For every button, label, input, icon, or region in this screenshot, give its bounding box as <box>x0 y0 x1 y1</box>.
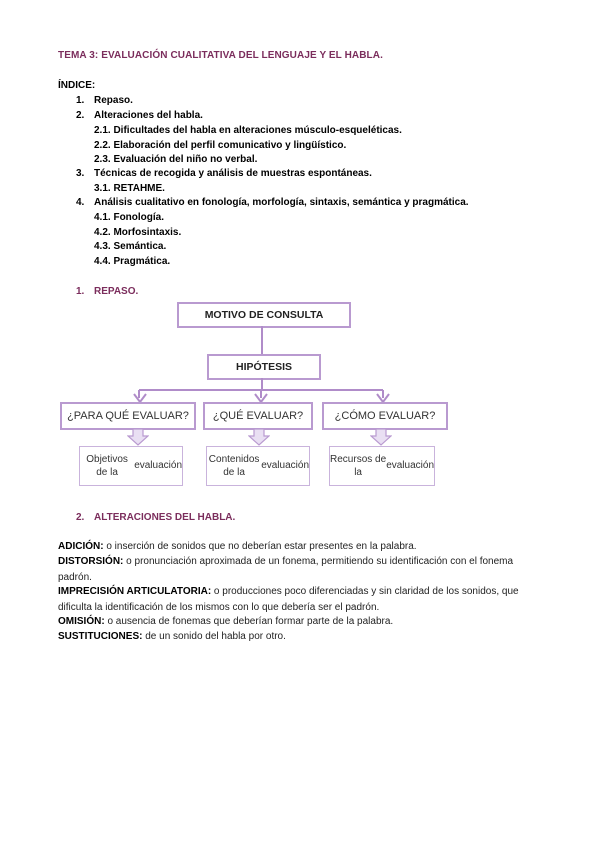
index-subitem: 4.2. Morfosintaxis. <box>94 227 182 238</box>
connector-line <box>261 326 263 354</box>
index-item: 1. Repaso. <box>76 95 133 106</box>
definition-imprecision: IMPRECISIÓN ARTICULATORIA: o producciones poco diferenciadas y sin claridad de los sonidos, que dificulta la identificación de los mismos con lo que debería ser el padrón. <box>58 586 519 613</box>
index-subitem: 2.3. Evaluación del niño no verbal. <box>94 154 258 165</box>
document-title: TEMA 3: EVALUACIÓN CUALITATIVA DEL LENGUAJE Y EL HABLA. <box>58 50 383 61</box>
block-arrow-icon <box>370 428 392 446</box>
index-subitem: 4.4. Pragmática. <box>94 256 171 267</box>
index-subitem: 4.1. Fonología. <box>94 212 165 223</box>
definition-sustituciones: SUSTITUCIONES: de un sonido del habla por otro. <box>58 631 286 642</box>
diagram-box-motivo: MOTIVO DE CONSULTA <box>177 302 351 328</box>
block-arrow-icon <box>248 428 270 446</box>
index-subitem: 4.3. Semántica. <box>94 241 167 252</box>
question-box-para-que: ¿PARA QUÉ EVALUAR? <box>60 402 196 430</box>
index-item: 3. Técnicas de recogida y análisis de muestras espontáneas. <box>76 168 372 179</box>
diagram-box-hipotesis: HIPÓTESIS <box>207 354 321 380</box>
definition-distorsion: DISTORSIÓN: o pronunciación aproximada de un fonema, permitiendo su identificación con el fonema padrón. <box>58 556 514 583</box>
question-box-como: ¿CÓMO EVALUAR? <box>322 402 448 430</box>
index-subitem: 3.1. RETAHME. <box>94 183 165 194</box>
index-subitem: 2.1. Dificultades del habla en alteraciones músculo-esqueléticas. <box>94 125 402 136</box>
index-subitem: 2.2. Elaboración del perfil comunicativo y lingüístico. <box>94 140 347 151</box>
index-heading: ÍNDICE: <box>58 80 96 91</box>
definition-omision: OMISIÓN: o ausencia de fonemas que deberían formar parte de la palabra. <box>58 616 394 627</box>
index-item: 4. Análisis cualitativo en fonología, morfología, sintaxis, semántica y pragmática. <box>76 197 469 208</box>
result-box-recursos: Recursos de la evaluación <box>329 446 435 486</box>
section-heading-alteraciones: 2. ALTERACIONES DEL HABLA. <box>76 512 236 523</box>
result-box-objetivos: Objetivos de la evaluación <box>79 446 183 486</box>
block-arrow-icon <box>127 428 149 446</box>
question-box-que: ¿QUÉ EVALUAR? <box>203 402 313 430</box>
section-heading-repaso: 1. REPASO. <box>76 286 139 297</box>
result-box-contenidos: Contenidos de la evaluación <box>206 446 310 486</box>
definition-adicion: ADICIÓN: o inserción de sonidos que no deberían estar presentes en la palabra. <box>58 541 417 552</box>
index-item: 2. Alteraciones del habla. <box>76 110 203 121</box>
evaluation-flow-diagram <box>60 300 460 490</box>
